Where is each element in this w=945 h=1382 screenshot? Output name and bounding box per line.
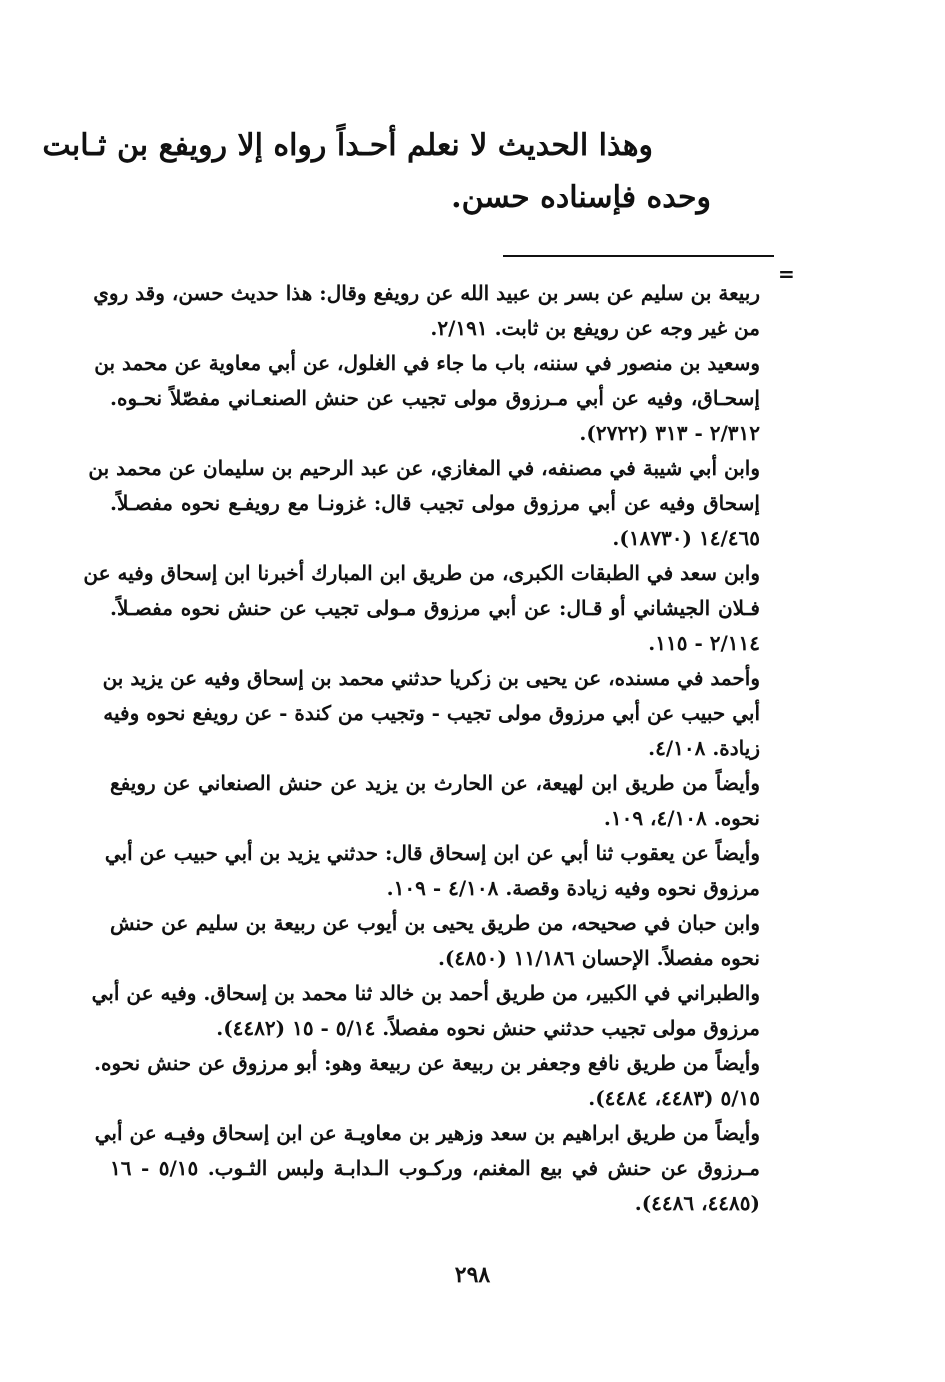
footnote-line: نحوه. ٤/١٠٨، ١٠٩. xyxy=(603,806,760,830)
footnote-line: ١٤/٤٦٥ (١٨٧٣٠). xyxy=(612,526,760,550)
footnote-line: وسعيد بن منصور في سننه، باب ما جاء في الغلول، عن أبي معاوية عن محمد بن xyxy=(94,351,760,375)
footnote-line: من غير وجه عن رويفع بن ثابت. ٢/١٩١. xyxy=(430,316,760,340)
footnote-line: وأيضاً عن يعقوب ثنا أبي عن ابن إسحاق قال: حدثني يزيد بن أبي حبيب عن أبي xyxy=(104,841,760,865)
footnote-line: وأيضاً من طريق ابن لهيعة، عن الحارث بن يزيد عن حنش الصنعاني عن رويفع xyxy=(110,771,760,795)
main-text-line: وهذا الحديث لا نعلم أحـداً رواه إلا رويفع بن ثـابت xyxy=(42,128,653,163)
footnote-line: وابن أبي شيبة في مصنفه، في المغازي، عن عبد الرحيم بن سليمان عن محمد بن xyxy=(88,456,760,480)
footnote-line: وأيضاً من طريق نافع وجعفر بن ربيعة عن ربيعة وهو: أبو مرزوق عن حنش نحوه. xyxy=(94,1051,760,1075)
footnote-line: ربيعة بن سليم عن بسر بن عبيد الله عن رويفع وقال: هذا حديث حسن، وقد روي xyxy=(93,281,760,305)
footnote-line: نحوه مفصلاً. الإحسان ١١/١٨٦ (٤٨٥٠). xyxy=(437,946,760,970)
footnote-line: إسحاق وفيه عن أبي مرزوق مولى تجيب قال: غزونـا مع رويفـع نحوه مفصـلاً. xyxy=(110,491,760,515)
footnote-line: ٥/١٥ (٤٤٨٣، ٤٤٨٤). xyxy=(588,1086,760,1110)
footnote-line: وأيضاً من طريق ابراهيم بن سعد وزهير بن معاويـة عن ابن إسحاق وفيـه عن أبي xyxy=(94,1121,760,1145)
footnote-line: (٤٤٨٥، ٤٤٨٦). xyxy=(634,1191,760,1215)
footnote-separator xyxy=(503,255,774,257)
footnote-line: وابن حبان في صحيحه، من طريق يحيى بن أيوب عن ربيعة بن سليم عن حنش xyxy=(110,911,760,935)
footnote-line: ٢/١١٤ - ١١٥. xyxy=(648,631,760,655)
footnote-line: ٢/٣١٢ - ٣١٣ (٢٧٢٢). xyxy=(579,421,760,445)
footnote-line: والطبراني في الكبير، من طريق أحمد بن خالد ثنا محمد بن إسحاق. وفيه عن أبي xyxy=(91,981,760,1005)
footnote-line: زيادة. ٤/١٠٨. xyxy=(648,736,760,760)
page-number: ٢٩٨ xyxy=(454,1262,491,1288)
footnote-line: مـرزوق عن حنش في بيع المغنم، وركـوب الـدابـة ولبس الثـوب. ٥/١٥ - ١٦ xyxy=(110,1156,760,1180)
footnote-continuation-mark: = xyxy=(778,262,795,286)
footnote-line: مرزوق مولى تجيب حدثني حنش نحوه مفصلاً. ٥/١٤ - ١٥ (٤٤٨٢). xyxy=(216,1016,760,1040)
footnote-line: وأحمد في مسنده، عن يحيى بن زكريا حدثني محمد بن إسحاق وفيه عن يزيد بن xyxy=(102,666,760,690)
main-text-line: وحده فإسناده حسن. xyxy=(451,180,711,215)
footnote-line: وابن سعد في الطبقات الكبرى، من طريق ابن المبارك أخبرنا ابن إسحاق وفيه عن xyxy=(83,561,760,585)
footnote-line: فـلان الجيشاني أو قـال: عن أبي مرزوق مـولى تجيب عن حنش نحوه مفصـلاً. xyxy=(110,596,760,620)
footnote-line: أبي حبيب عن أبي مرزوق مولى تجيب - وتجيب من كندة - عن رويفع نحوه وفيه xyxy=(103,701,760,725)
footnote-line: مرزوق نحوه وفيه زيادة وقصة. ٤/١٠٨ - ١٠٩. xyxy=(386,876,760,900)
footnote-line: إسحـاق، وفيه عن أبي مـرزوق مولى تجيب عن حنش الصنعـاني مفصّلاً نحـوه. xyxy=(110,386,760,410)
main-text xyxy=(42,120,711,224)
footnotes xyxy=(83,276,760,1221)
